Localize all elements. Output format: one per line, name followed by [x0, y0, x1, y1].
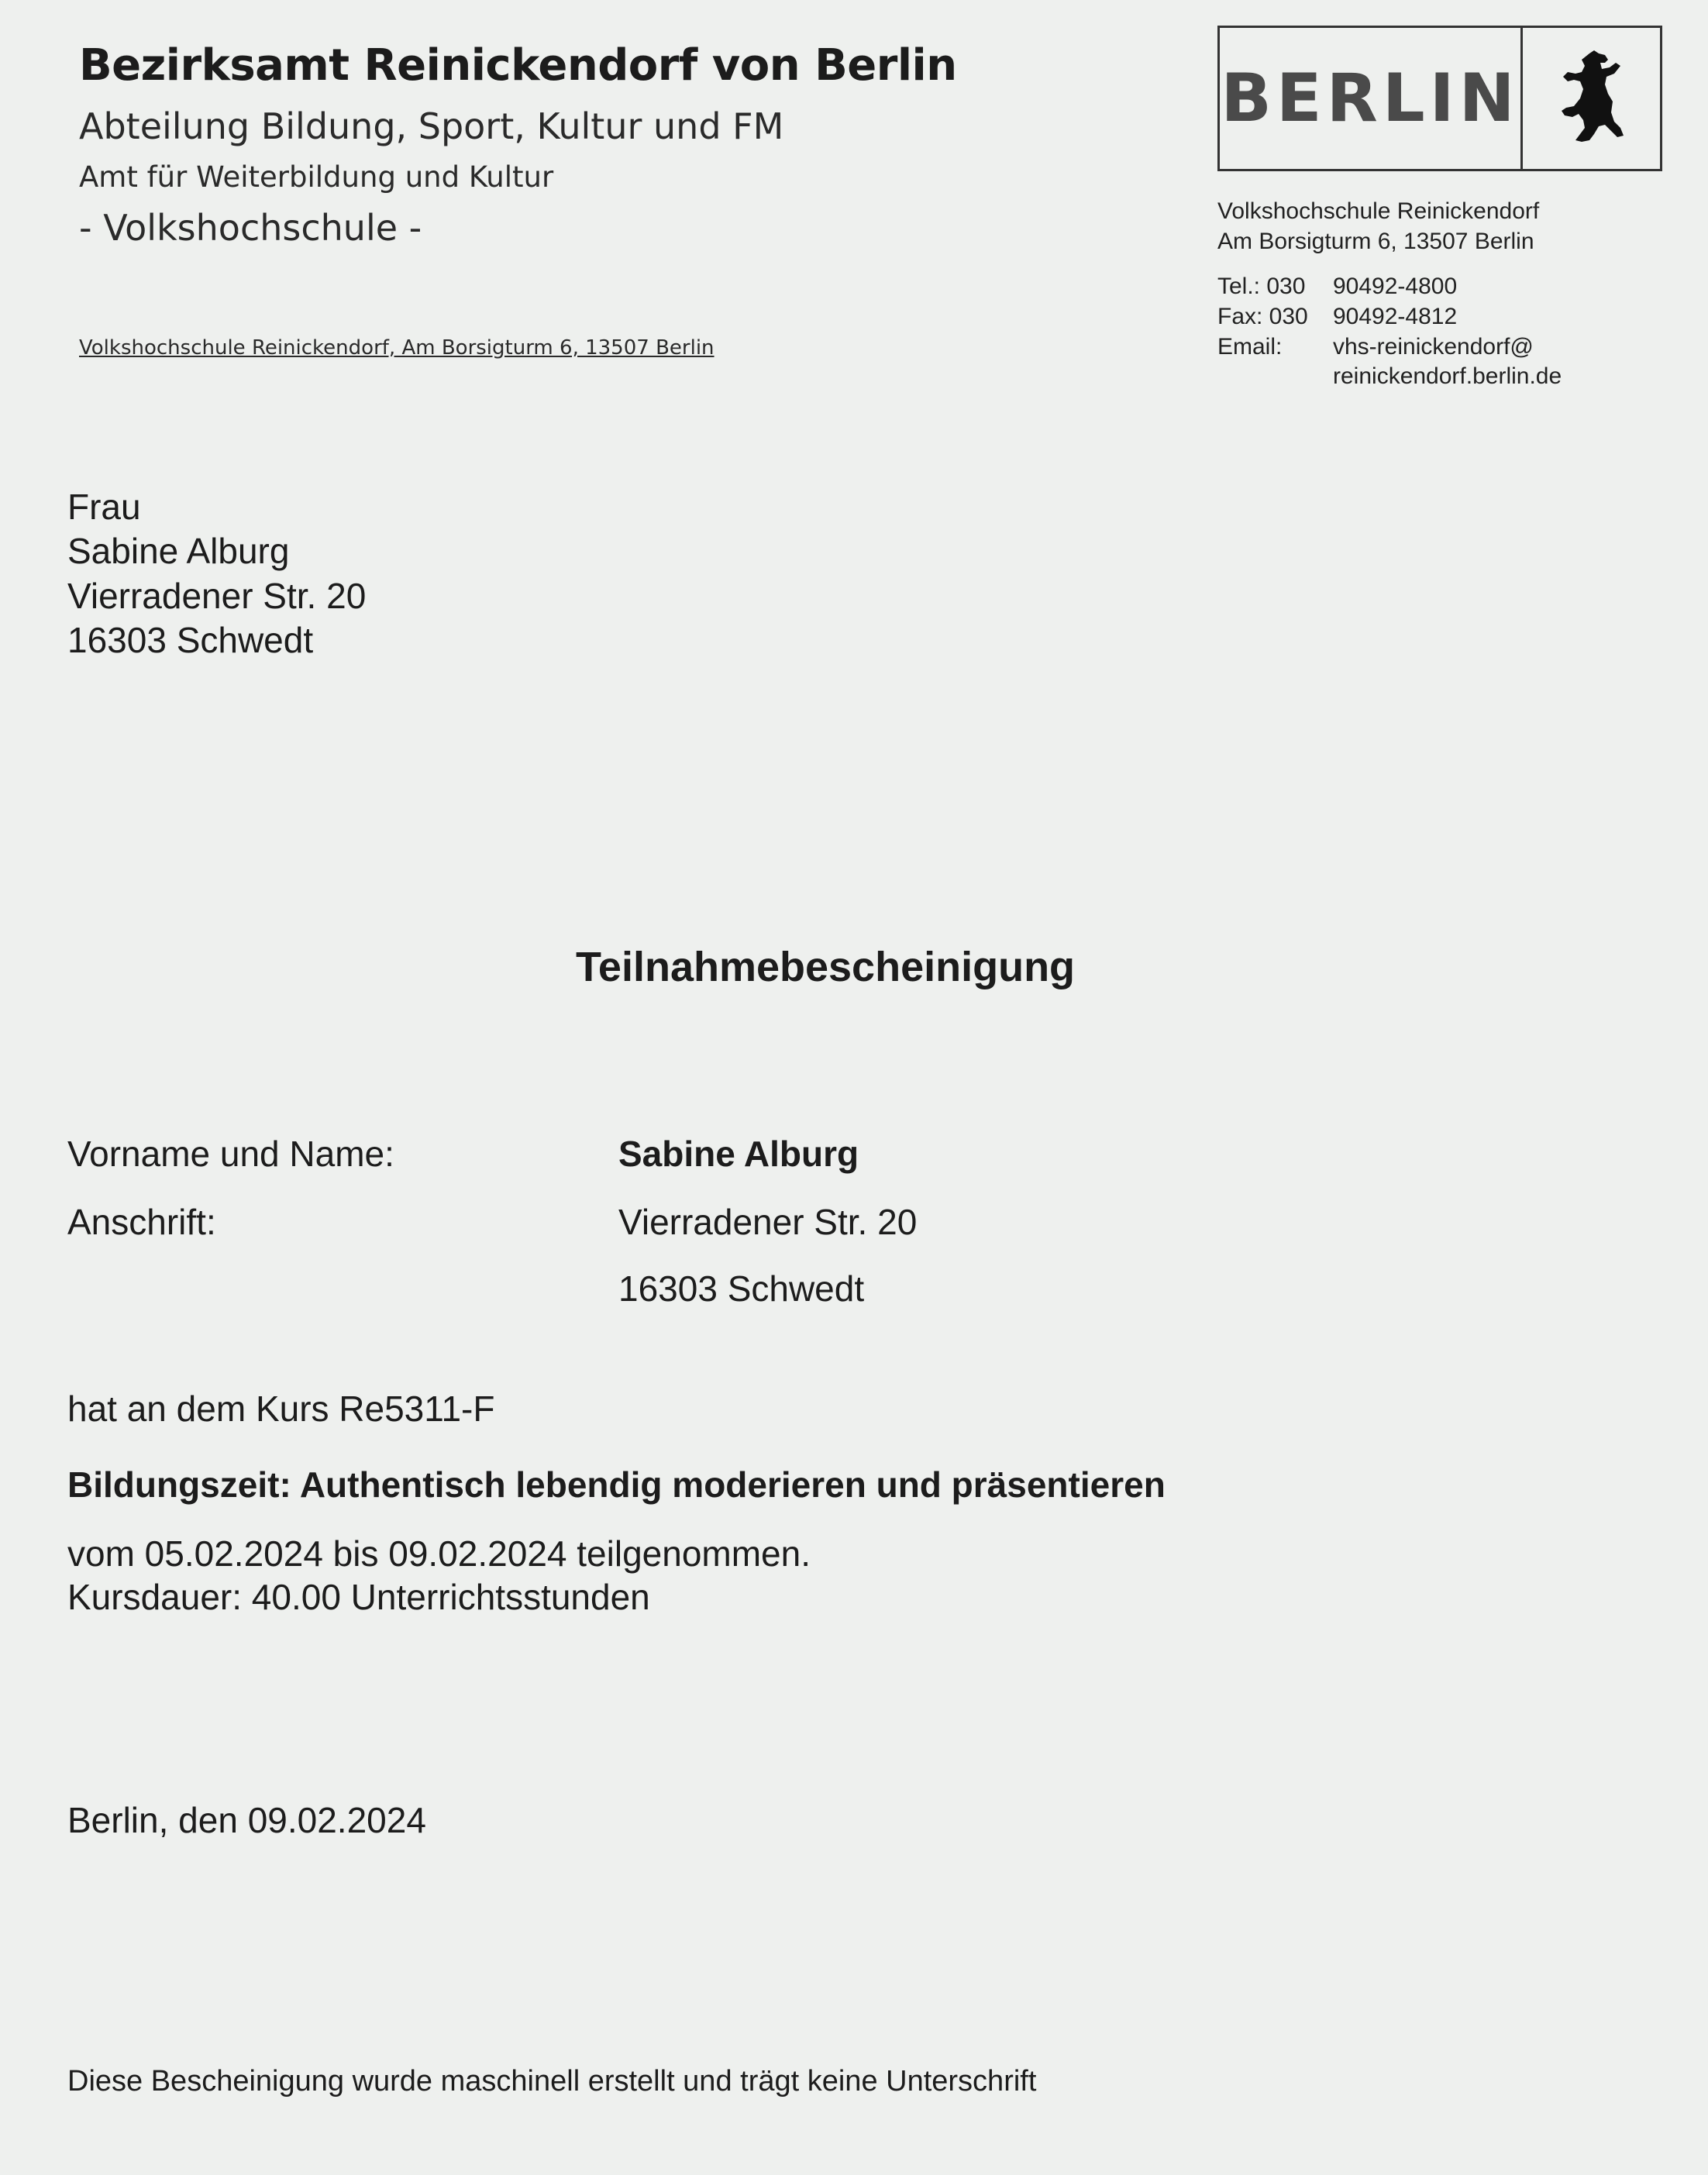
- berlin-logo: [1217, 26, 1662, 171]
- email-address-line1: vhs-reinickendorf@: [1333, 334, 1534, 360]
- name-label: Vorname und Name:: [67, 1134, 394, 1174]
- course-duration: Kursdauer: 40.00 Unterrichtsstunden: [67, 1577, 650, 1617]
- address-label: Anschrift:: [67, 1202, 216, 1242]
- document-title: Teilnahmebescheinigung: [575, 944, 1076, 990]
- fax-label: Fax: 030: [1217, 304, 1308, 329]
- place-date: Berlin, den 09.02.2024: [67, 1800, 426, 1840]
- recipient-salutation: Frau: [67, 487, 141, 527]
- tel-label: Tel.: 030: [1217, 274, 1306, 299]
- berlin-bear-icon: [1523, 28, 1660, 169]
- email-label: Email:: [1217, 334, 1283, 360]
- office-name: Amt für Weiterbildung und Kultur: [79, 160, 554, 194]
- course-dates: vom 05.02.2024 bis 09.02.2024 teilgenommen.: [67, 1533, 811, 1574]
- sender-address-line: Volkshochschule Reinickendorf, Am Borsigturm 6, 13507 Berlin: [79, 336, 715, 360]
- fax-number: 90492-4812: [1333, 304, 1458, 329]
- course-line: hat an dem Kurs Re5311-F: [67, 1389, 495, 1429]
- organization-title: Bezirksamt Reinickendorf von Berlin: [79, 40, 957, 91]
- address-line1: Vierradener Str. 20: [618, 1202, 918, 1242]
- recipient-name: Sabine Alburg: [67, 531, 290, 571]
- address-line2: 16303 Schwedt: [618, 1268, 865, 1309]
- tel-number: 90492-4800: [1333, 274, 1458, 299]
- logo-text: BERLIN: [1221, 60, 1520, 137]
- email-address-line2: reinickendorf.berlin.de: [1333, 363, 1562, 389]
- footer-note: Diese Bescheinigung wurde maschinell erstellt und trägt keine Unterschrift: [67, 2065, 1037, 2098]
- school-name: - Volkshochschule -: [79, 207, 422, 249]
- contact-address: Am Borsigturm 6, 13507 Berlin: [1217, 229, 1534, 254]
- recipient-city: 16303 Schwedt: [67, 620, 314, 660]
- name-value: Sabine Alburg: [618, 1134, 859, 1174]
- contact-name: Volkshochschule Reinickendorf: [1217, 198, 1540, 224]
- course-title: Bildungszeit: Authentisch lebendig moderieren und präsentieren: [67, 1464, 1166, 1505]
- recipient-street: Vierradener Str. 20: [67, 576, 367, 616]
- department-name: Abteilung Bildung, Sport, Kultur und FM: [79, 105, 784, 147]
